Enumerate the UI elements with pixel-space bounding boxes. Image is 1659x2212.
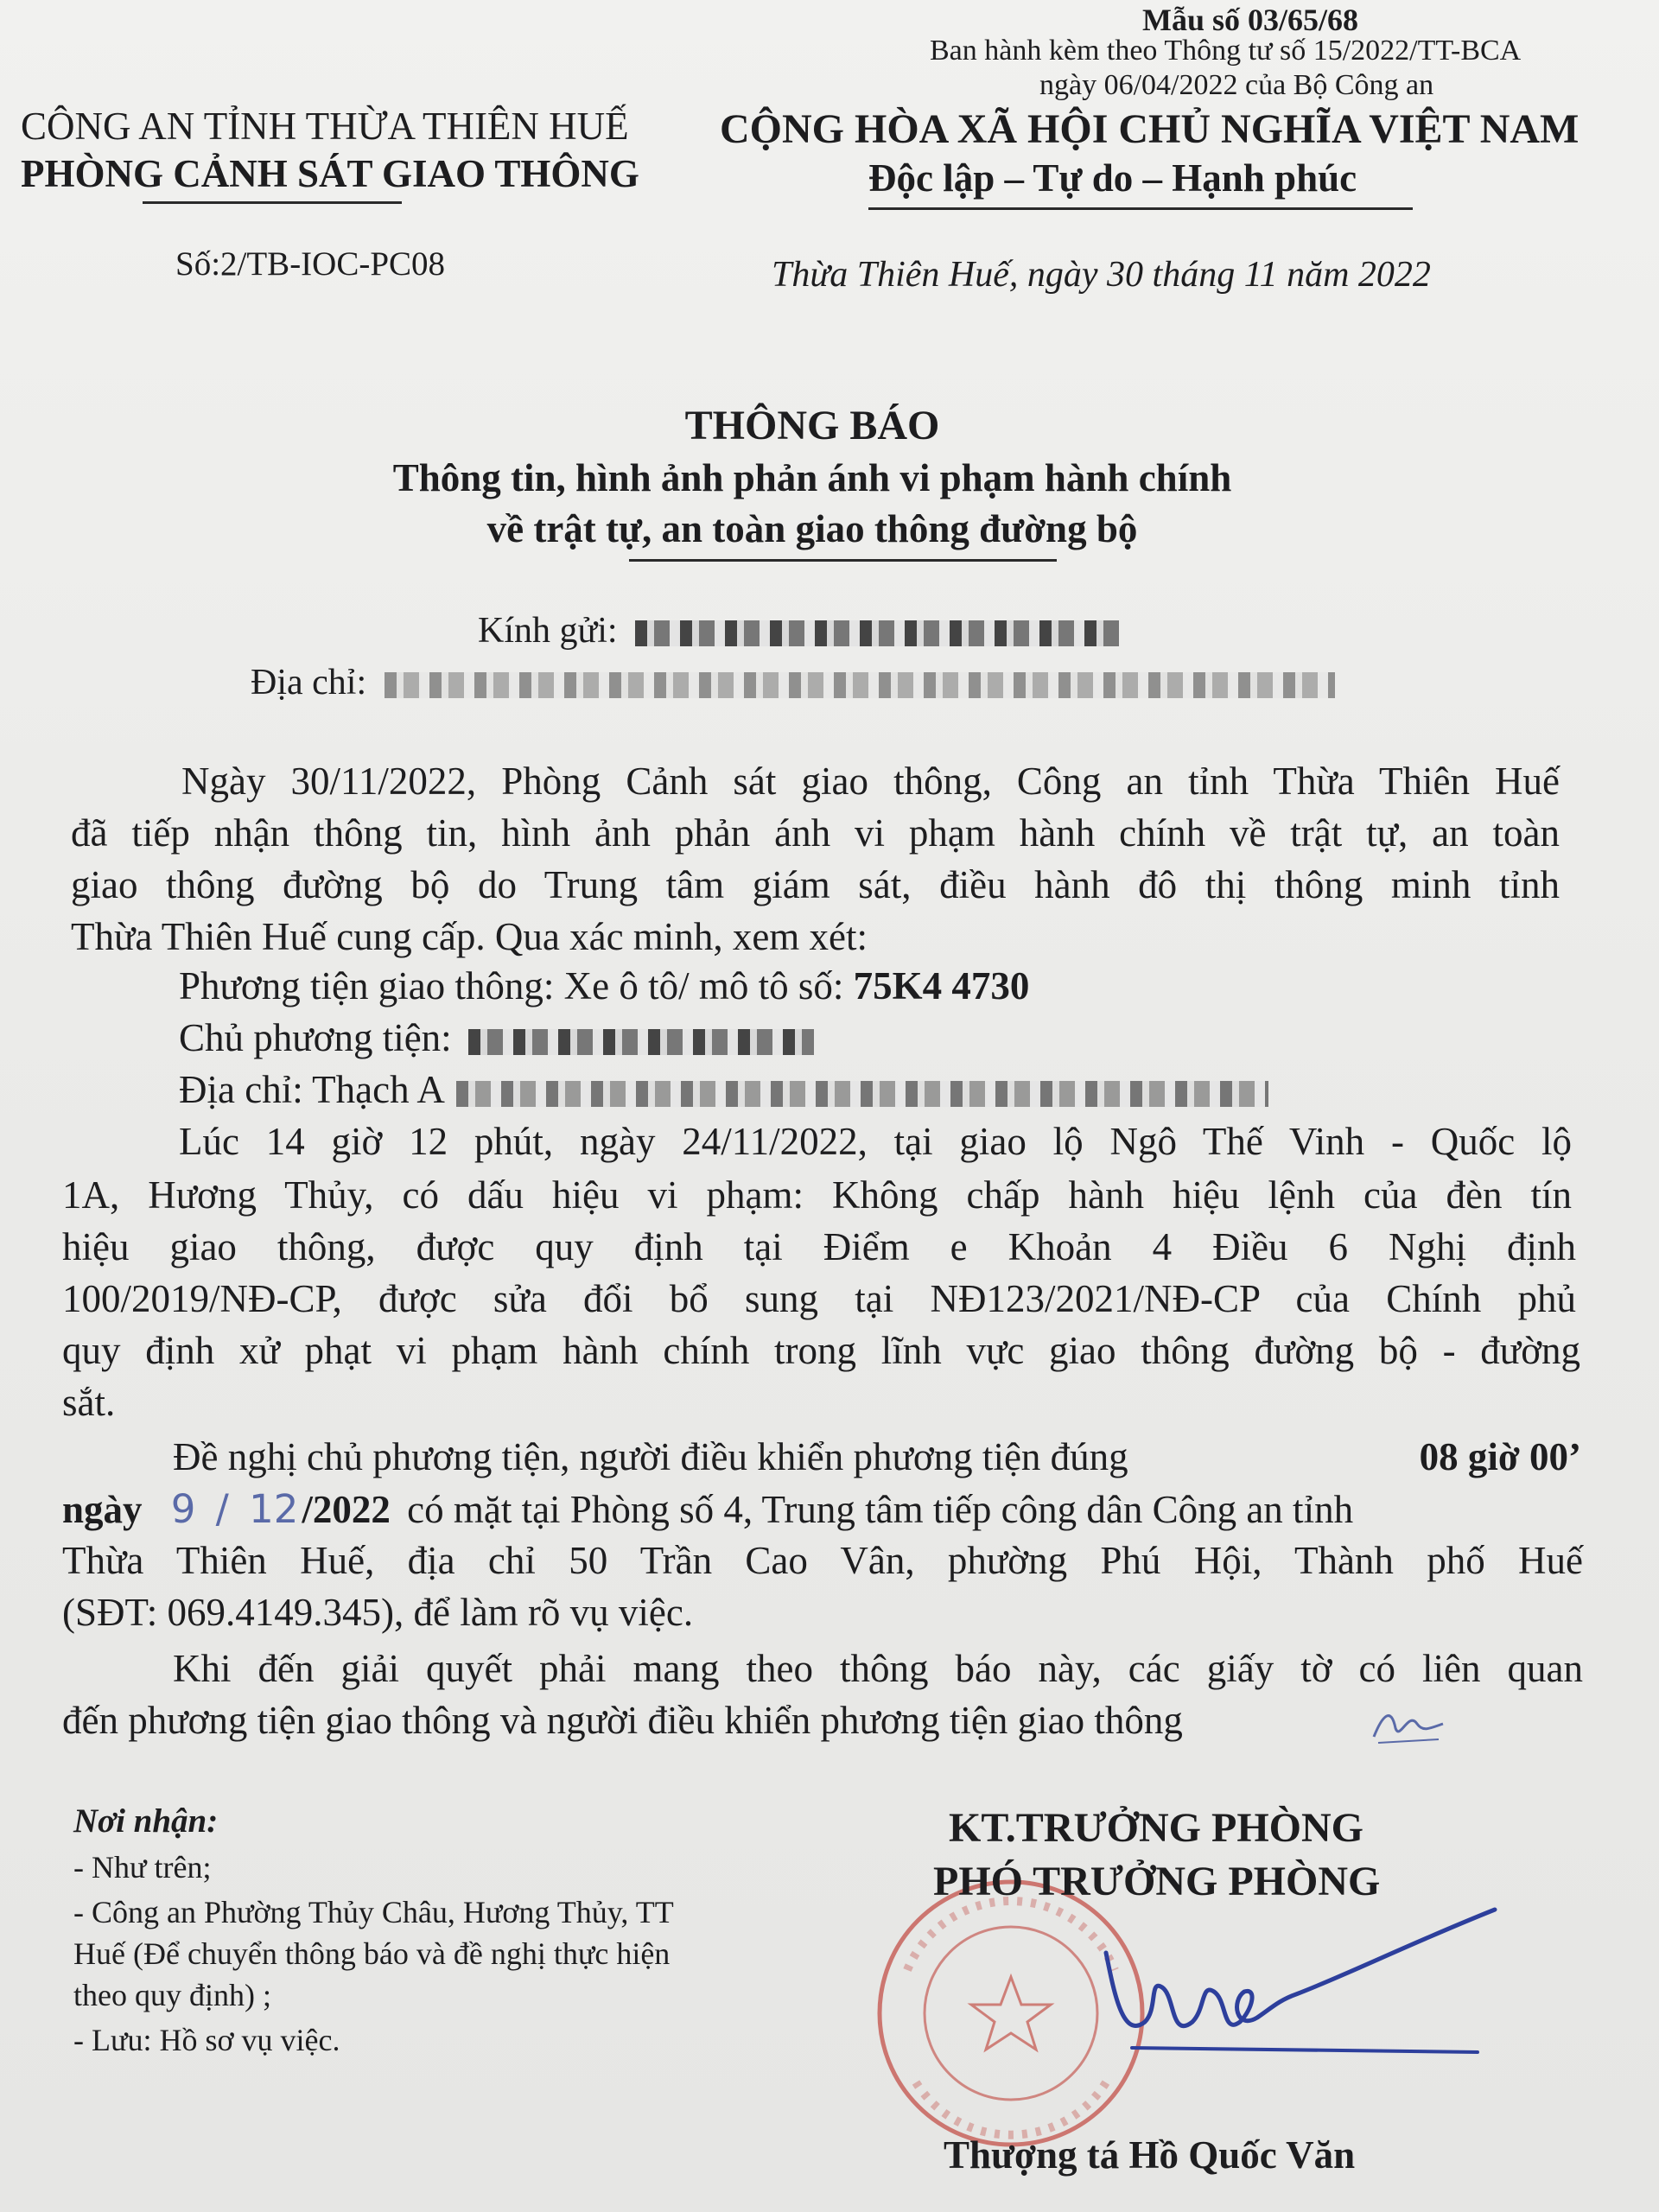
body-p4-line-2: đến phương tiện giao thông và người điều khiển phương tiện giao thông <box>62 1699 1183 1742</box>
recipients-item-2-line-3: theo quy định) ; <box>73 1978 271 2012</box>
summon-date-slash: / <box>215 1486 229 1532</box>
redacted-owner-address <box>456 1081 1268 1107</box>
summon-time: 08 giờ 00’ <box>1419 1435 1581 1478</box>
agency-parent: CÔNG AN TỈNH THỪA THIÊN HUẾ <box>21 105 629 148</box>
body-p2-line-6: sắt. <box>62 1381 116 1424</box>
summon-day-label: ngày <box>62 1488 143 1531</box>
summon-month-handwritten: 12 <box>249 1486 299 1532</box>
motto-underline <box>868 207 1413 210</box>
owner-address-label: Địa chỉ: Thạch A <box>179 1068 443 1111</box>
address-label: Địa chỉ: <box>251 663 367 702</box>
vehicle-line <box>179 963 1029 1008</box>
recipients-item-3: - Lưu: Hồ sơ vụ việc. <box>73 2023 340 2057</box>
handwritten-signature <box>1063 1892 1512 2074</box>
body-p3-line-1 <box>173 1434 1581 1479</box>
form-issued-with: Ban hành kèm theo Thông tư số 15/2022/TT-BCA <box>930 35 1522 67</box>
body-p3-line-3: Thừa Thiên Huế, địa chỉ 50 Trần Cao Vân, phường Phú Hội, Thành phố Huế <box>62 1539 1583 1582</box>
signer-name: Thượng tá Hồ Quốc Văn <box>944 2133 1356 2177</box>
body-p4-line-1: Khi đến giải quyết phải mang theo thông báo này, các giấy tờ có liên quan <box>173 1647 1583 1690</box>
owner-label: Chủ phương tiện: <box>179 1016 452 1059</box>
body-p2-line-2: 1A, Hương Thủy, có dấu hiệu vi phạm: Không chấp hành hiệu lệnh của đèn tín <box>62 1173 1572 1217</box>
agency-name: PHÒNG CẢNH SÁT GIAO THÔNG <box>21 152 639 195</box>
redacted-owner-name <box>468 1029 814 1055</box>
body-p1-line-3: giao thông đường bộ do Trung tâm giám sát, điều hành đô thị thông minh tỉnh <box>71 863 1560 906</box>
document-number: Số:2/TB-IOC-PC08 <box>175 245 446 283</box>
title-main: THÔNG BÁO <box>684 403 940 448</box>
nation-name: CỘNG HÒA XÃ HỘI CHỦ NGHĨA VIỆT NAM <box>720 106 1580 152</box>
recipients-item-1: - Như trên; <box>73 1850 212 1885</box>
redacted-recipient-name <box>635 620 1119 646</box>
form-issued-date: ngày 06/04/2022 của Bộ Công an <box>1039 69 1434 101</box>
title-sub-1: Thông tin, hình ảnh phản ánh vi phạm hành chính <box>392 456 1232 499</box>
title-sub-2: về trật tự, an toàn giao thông đường bộ <box>486 507 1138 550</box>
signer-role-2: PHÓ TRƯỞNG PHÒNG <box>933 1859 1381 1904</box>
summon-request: Đề nghị chủ phương tiện, người điều khiển phương tiện đúng <box>173 1435 1128 1478</box>
recipients-item-2-line-1: - Công an Phường Thủy Châu, Hương Thủy, TT <box>73 1895 674 1929</box>
redacted-address <box>385 672 1335 698</box>
summon-year: /2022 <box>302 1488 391 1531</box>
vehicle-label: Phương tiện giao thông: Xe ô tô/ mô tô số: <box>179 964 844 1007</box>
body-p3-line-4: (SĐT: 069.4149.345), để làm rõ vụ việc. <box>62 1591 694 1634</box>
body-p1-line-2: đã tiếp nhận thông tin, hình ảnh phản ánh vi phạm hành chính về trật tự, an toàn <box>71 811 1560 855</box>
title-underline <box>629 559 1057 562</box>
body-p1-line-4: Thừa Thiên Huế cung cấp. Qua xác minh, xem xét: <box>71 915 868 958</box>
address-line <box>251 662 1335 703</box>
nation-motto: Độc lập – Tự do – Hạnh phúc <box>868 156 1357 200</box>
license-plate: 75K4 4730 <box>853 964 1030 1007</box>
body-p2-line-5: quy định xử phạt vi phạm hành chính trong lĩnh vực giao thông đường bộ - đường <box>62 1329 1580 1372</box>
owner-line <box>179 1015 814 1060</box>
place-date: Thừa Thiên Huế, ngày 30 tháng 11 năm 2022 <box>772 255 1431 295</box>
recipients-heading: Nơi nhận: <box>73 1802 219 1840</box>
body-p1-line-1: Ngày 30/11/2022, Phòng Cảnh sát giao thông, Công an tỉnh Thừa Thiên Huế <box>181 760 1560 803</box>
recipients-item-2-line-2: Huế (Để chuyển thông báo và đề nghị thực hiện <box>73 1936 671 1971</box>
summon-day-handwritten: 9 <box>170 1486 196 1532</box>
body-p2-line-1: Lúc 14 giờ 12 phút, ngày 24/11/2022, tại giao lộ Ngô Thế Vinh - Quốc lộ <box>179 1120 1572 1163</box>
initials-scribble <box>1370 1698 1447 1750</box>
body-p2-line-4: 100/2019/NĐ-CP, được sửa đổi bổ sung tại NĐ123/2021/NĐ-CP của Chính phủ <box>62 1277 1576 1320</box>
body-p3-line-2 <box>62 1486 1353 1532</box>
summon-location: có mặt tại Phòng số 4, Trung tâm tiếp công dân Công an tỉnh <box>407 1488 1354 1531</box>
recipient-label: Kính gửi: <box>478 611 618 651</box>
signer-role-1: KT.TRƯỞNG PHÒNG <box>949 1805 1363 1851</box>
body-p2-line-3: hiệu giao thông, được quy định tại Điểm e Khoản 4 Điều 6 Nghị định <box>62 1225 1576 1268</box>
recipient-line <box>478 610 1119 652</box>
form-number: Mẫu số 03/65/68 <box>1142 3 1359 37</box>
agency-underline <box>143 201 402 204</box>
owner-address-line <box>179 1067 1268 1112</box>
